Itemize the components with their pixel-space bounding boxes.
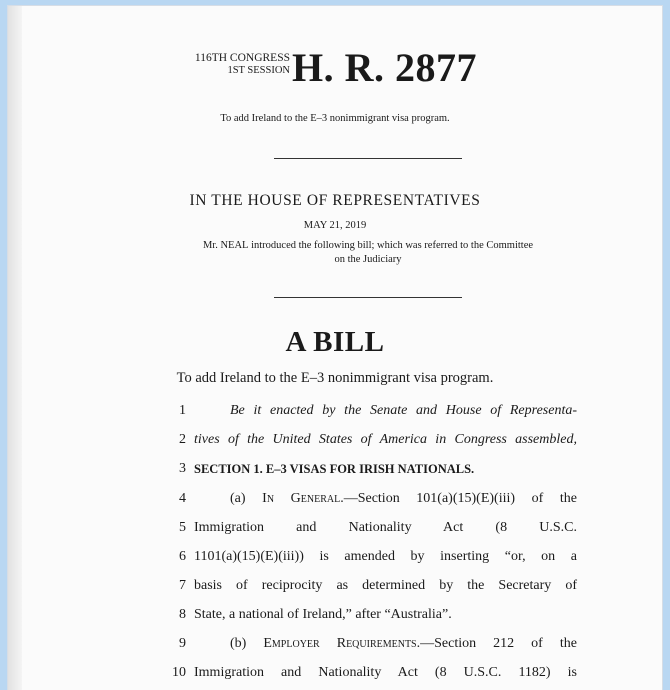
session-label: 1ST SESSION xyxy=(227,65,290,76)
sponsor-name: NEAL xyxy=(220,240,249,251)
introduction-statement xyxy=(158,239,578,267)
divider-rule xyxy=(274,158,462,159)
line-number: 8 xyxy=(179,607,186,622)
line-text: basis of reciprocity as determined by the Secretary of xyxy=(194,578,577,593)
subsection-lead: (b) xyxy=(230,636,264,651)
intro-suffix: introduced the following bill; which was referred to the Committee xyxy=(248,240,534,251)
line-number: 5 xyxy=(179,520,186,535)
long-title: To add Ireland to the E–3 nonimmigrant visa program. xyxy=(176,370,494,386)
subsection-heading: Employer Requirements xyxy=(263,636,417,651)
divider-rule xyxy=(274,297,462,298)
intro-prefix: Mr. xyxy=(202,240,221,251)
intro-committee: on the Judiciary xyxy=(334,254,402,265)
bill-heading: A BILL xyxy=(285,326,385,358)
line-number: 4 xyxy=(179,491,186,506)
line-number: 3 xyxy=(179,461,186,476)
document-page xyxy=(8,6,662,690)
bill-number: H. R. 2877 xyxy=(292,45,477,90)
line-number: 1 xyxy=(179,403,186,418)
chamber-heading: IN THE HOUSE OF REPRESENTATIVES xyxy=(189,192,481,209)
line-number: 9 xyxy=(179,636,186,651)
line-text: Immigration and Nationality Act (8 U.S.C. 1182) is xyxy=(194,665,577,680)
line-text xyxy=(230,491,577,507)
short-title: To add Ireland to the E–3 nonimmigrant visa program. xyxy=(220,113,450,124)
line-text: tives of the United States of America in Congress assembled, xyxy=(194,432,577,447)
line-number: 7 xyxy=(179,578,186,593)
subsection-lead: (a) xyxy=(230,491,263,506)
line-text-rest: .—Section 101(a)(15)(E)(iii) of the xyxy=(340,491,578,506)
line-text-rest: .—Section 212 of the xyxy=(416,636,577,651)
line-text: Be it enacted by the Senate and House of Representa- xyxy=(230,403,577,418)
line-text: Immigration and Nationality Act (8 U.S.C. xyxy=(194,520,577,535)
line-text: 1101(a)(15)(E)(iii)) is amended by inserting “or, on a xyxy=(194,549,577,564)
line-text: State, a national of Ireland,” after “Australia”. xyxy=(194,607,452,622)
line-text xyxy=(230,636,577,652)
line-number: 2 xyxy=(179,432,186,447)
line-number: 6 xyxy=(179,549,186,564)
line-number: 10 xyxy=(172,665,186,680)
introduction-date: MAY 21, 2019 xyxy=(303,220,367,231)
section-heading: SECTION 1. E–3 VISAS FOR IRISH NATIONALS. xyxy=(194,462,475,476)
subsection-heading: In General xyxy=(262,491,341,506)
congress-label: 116TH CONGRESS xyxy=(194,52,290,64)
